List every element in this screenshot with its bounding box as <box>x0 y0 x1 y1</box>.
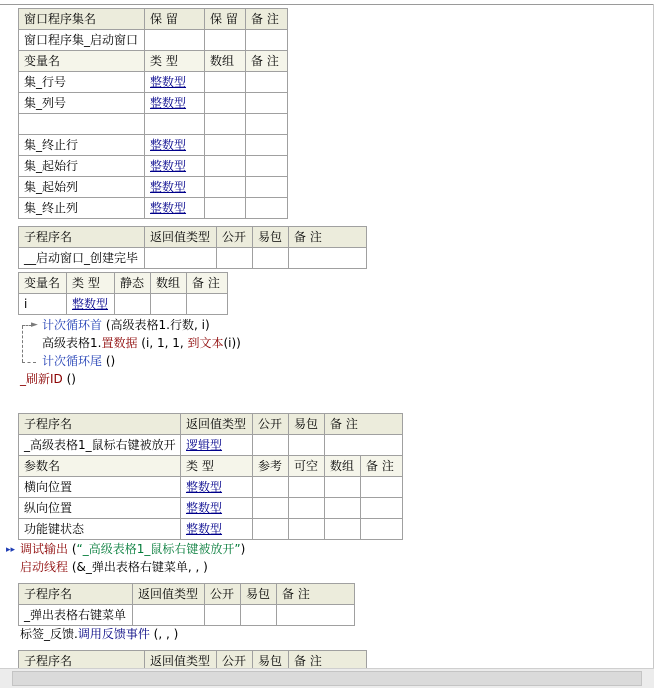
col-header: 类 型 <box>145 51 205 72</box>
param-name[interactable]: 功能键状态 <box>19 519 181 540</box>
var-name[interactable]: 集_行号 <box>19 72 145 93</box>
col-header: 子程序名 <box>19 651 145 672</box>
current-line-marker-icon: ▸▸ <box>6 545 16 555</box>
sub1-locals-table <box>18 272 228 315</box>
code-line[interactable]: 启动线程 (&_弹出表格右键菜单, , ) <box>20 560 208 574</box>
var-type[interactable] <box>145 114 205 135</box>
table-row <box>19 72 288 93</box>
col-header: 参考 <box>253 456 289 477</box>
col-header: 返回值类型 <box>133 584 205 605</box>
col-header: 保 留 <box>145 9 205 30</box>
col-header: 易包 <box>289 414 325 435</box>
table-row <box>19 198 288 219</box>
code-line[interactable]: _刷新ID () <box>20 372 76 386</box>
command-name: 调试输出 <box>20 542 69 556</box>
sub2-return-type[interactable]: 逻辑型 <box>181 435 253 456</box>
col-header: 备 注 <box>289 227 367 248</box>
var-type[interactable]: 整数型 <box>145 177 205 198</box>
sub3-table <box>18 583 355 626</box>
table-row <box>19 135 288 156</box>
var-name[interactable]: 集_起始列 <box>19 177 145 198</box>
function-name: 到文本 <box>187 336 224 350</box>
col-header: 备 注 <box>361 456 403 477</box>
col-header: 数组 <box>205 51 246 72</box>
table-row <box>19 498 403 519</box>
table-row <box>19 477 403 498</box>
col-header: 公开 <box>217 227 253 248</box>
command-name: 启动线程 <box>20 560 69 574</box>
local-var-type[interactable]: 整数型 <box>67 294 115 315</box>
col-header: 变量名 <box>19 273 67 294</box>
col-header: 公开 <box>205 584 241 605</box>
var-type[interactable]: 整数型 <box>145 93 205 114</box>
keyword: 计次循环首 <box>42 318 103 332</box>
horizontal-scrollbar[interactable] <box>0 668 654 688</box>
col-header: 子程序名 <box>19 414 181 435</box>
col-header: 数组 <box>151 273 187 294</box>
method-name: 置数据 <box>101 336 138 350</box>
var-name[interactable] <box>19 114 145 135</box>
var-type[interactable]: 整数型 <box>145 156 205 177</box>
col-header: 子程序名 <box>19 584 133 605</box>
col-header: 易包 <box>253 651 289 672</box>
col-header: 静态 <box>115 273 151 294</box>
col-header: 窗口程序集名 <box>19 9 145 30</box>
call-name: _刷新ID <box>20 372 63 386</box>
loop-guide <box>22 326 23 362</box>
col-header: 保 留 <box>205 9 246 30</box>
sub3-name[interactable]: _弹出表格右键菜单 <box>19 605 133 626</box>
col-header: 备 注 <box>246 51 288 72</box>
col-header: 返回值类型 <box>181 414 253 435</box>
var-name[interactable]: 集_终止列 <box>19 198 145 219</box>
var-name[interactable]: 集_终止行 <box>19 135 145 156</box>
col-header: 可空 <box>289 456 325 477</box>
col-header: 类 型 <box>67 273 115 294</box>
keyword: 计次循环尾 <box>42 354 103 368</box>
code-line[interactable]: 计次循环首 (高级表格1.行数, i) <box>42 318 210 332</box>
table-row <box>19 519 403 540</box>
local-var-name[interactable]: i <box>19 294 67 315</box>
code-line[interactable]: 调试输出 (“_高级表格1_鼠标右键被放开”) <box>20 542 246 556</box>
table-row <box>19 177 288 198</box>
col-header: 类 型 <box>181 456 253 477</box>
var-name[interactable]: 集_起始行 <box>19 156 145 177</box>
col-header: 返回值类型 <box>145 651 217 672</box>
code-line[interactable]: 高级表格1.置数据 (i, 1, 1, 到文本(i)) <box>42 336 241 350</box>
param-name[interactable]: 纵向位置 <box>19 498 181 519</box>
sub1-name[interactable]: __启动窗口_创建完毕 <box>19 248 145 269</box>
sub2-table <box>18 413 403 540</box>
table-row <box>19 294 228 315</box>
col-header: 返回值类型 <box>145 227 217 248</box>
editor-top-border <box>0 0 654 5</box>
code-line[interactable]: 计次循环尾 () <box>42 354 116 368</box>
loop-arrow-icon: ► <box>31 320 38 330</box>
table-row <box>19 156 288 177</box>
sub1-table <box>18 226 367 269</box>
param-type[interactable]: 整数型 <box>181 498 253 519</box>
sub2-name[interactable]: _高级表格1_鼠标右键被放开 <box>19 435 181 456</box>
assembly-name[interactable]: 窗口程序集_启动窗口 <box>19 30 145 51</box>
code-line[interactable]: 标签_反馈.调用反馈事件 (, , ) <box>20 627 179 641</box>
var-type[interactable]: 整数型 <box>145 72 205 93</box>
col-header: 备 注 <box>187 273 228 294</box>
col-header: 易包 <box>253 227 289 248</box>
param-type[interactable]: 整数型 <box>181 519 253 540</box>
col-header: 公开 <box>253 414 289 435</box>
col-header: 备 注 <box>289 651 367 672</box>
col-header: 备 注 <box>277 584 355 605</box>
method-name: 调用反馈事件 <box>77 627 150 641</box>
col-header: 变量名 <box>19 51 145 72</box>
string-literal: “_高级表格1_鼠标右键被放开” <box>76 542 241 556</box>
col-header: 公开 <box>217 651 253 672</box>
col-header: 参数名 <box>19 456 181 477</box>
scrollbar-thumb[interactable] <box>12 671 642 686</box>
col-header: 易包 <box>241 584 277 605</box>
col-header: 数组 <box>325 456 361 477</box>
var-type[interactable]: 整数型 <box>145 135 205 156</box>
col-header: 备 注 <box>325 414 403 435</box>
assembly-table <box>18 8 288 219</box>
col-header: 子程序名 <box>19 227 145 248</box>
table-row <box>19 114 288 135</box>
table-row <box>19 93 288 114</box>
var-type[interactable]: 整数型 <box>145 198 205 219</box>
col-header: 备 注 <box>246 9 288 30</box>
loop-guide <box>22 362 36 363</box>
var-name[interactable]: 集_列号 <box>19 93 145 114</box>
param-type[interactable]: 整数型 <box>181 477 253 498</box>
param-name[interactable]: 横向位置 <box>19 477 181 498</box>
